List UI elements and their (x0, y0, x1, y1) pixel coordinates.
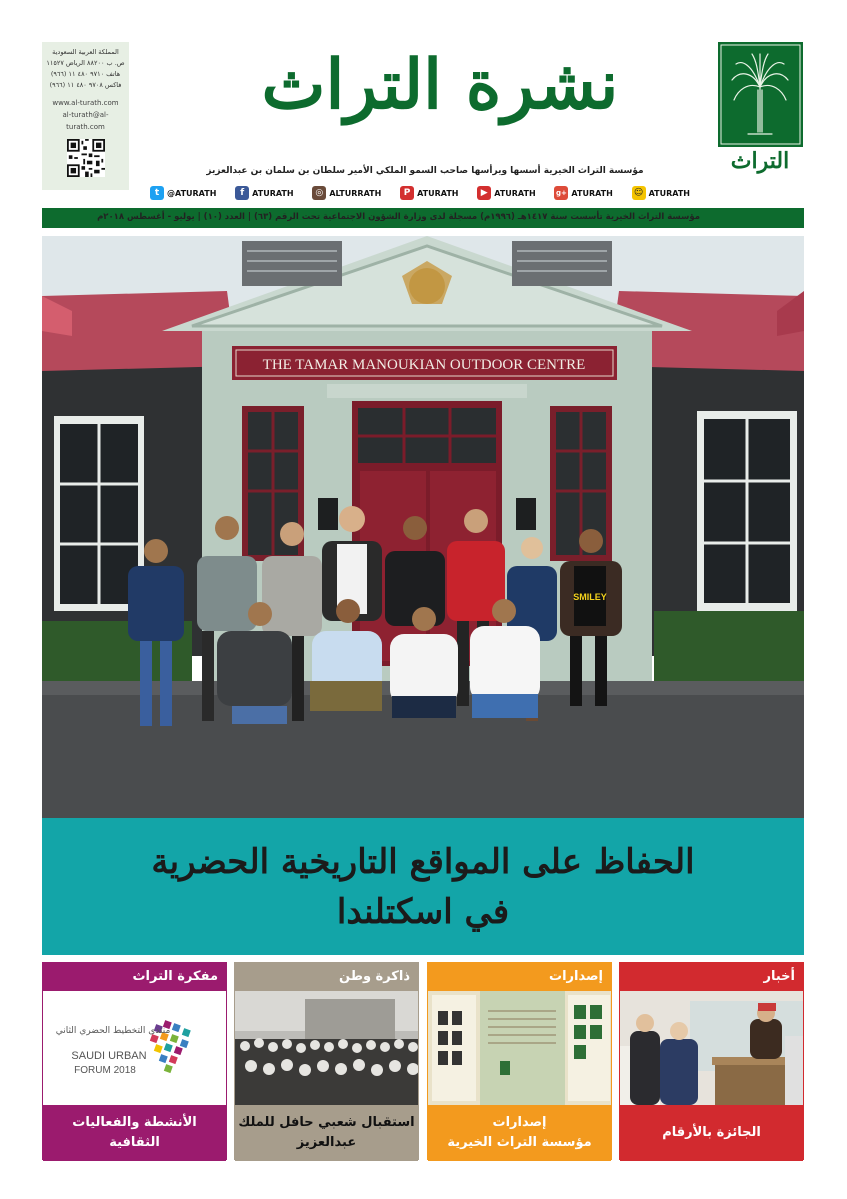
masthead-subtitle: مؤسسة التراث الخيرية أسسها ويرأسها صاحب السمو الملكي الأمير سلطان بن سلمان بن عبدالعزيز (206, 166, 644, 176)
pinterest-icon: P (400, 186, 414, 200)
youtube-icon: ▶ (477, 186, 491, 200)
card-caption (43, 1105, 226, 1161)
social-link-snapchat[interactable] (632, 186, 690, 200)
palm-tree-icon (718, 42, 803, 147)
social-link-facebook[interactable] (235, 186, 293, 200)
contact-line: ص. ب ٨٨٢٠٠ الرياض ١١٥٢٧ (46, 59, 125, 67)
contact-line: المملكة العربية السعودية (52, 48, 119, 56)
social-link-googleplus[interactable] (554, 186, 612, 200)
card-caption-line: الجائزة بالأرقام (662, 1125, 761, 1140)
card-category: إصدارات (428, 963, 611, 991)
palm-logo (718, 42, 803, 147)
forum-logo-arabic: منتدى التخطيط الحضري الثاني (55, 1026, 171, 1036)
social-handle: @ATURATH (167, 188, 217, 198)
website-link[interactable]: www.al-turath.com (52, 99, 119, 107)
forum-logo-line1: SAUDI URBAN (71, 1050, 147, 1062)
contact-line: فاكس ٩٧٠٨ ٤٨٠ ١١ (٩٦٦) (49, 81, 122, 89)
qr-code-icon (67, 139, 105, 177)
twitter-icon: t (150, 186, 164, 200)
building-sign: THE TAMAR MANOUKIAN OUTDOOR CENTRE (262, 357, 586, 373)
card-image-news (620, 991, 803, 1105)
social-handle: ATURATH (571, 188, 613, 198)
card-caption-line: إصدارات (492, 1115, 547, 1130)
issue-info-line: مؤسسة التراث الخيرية تأسست سنة ١٤١٧هـ (١٩٩٦م) مسجلة لدى وزارة الشؤون الاجتماعية تحت الرقم (٦٣) | العدد (١٠) | يوليو - أغسطس ٢٠١٨م (97, 212, 700, 222)
card-image-publications (428, 991, 611, 1105)
card-caption-line: الأنشطة والفعاليات (72, 1115, 197, 1130)
card-caption (620, 1105, 803, 1161)
card-category: مفكرة التراث (43, 963, 226, 991)
card-category: ذاكرة وطن (235, 963, 418, 991)
social-link-youtube[interactable] (477, 186, 535, 200)
card-image-urban-forum (43, 991, 226, 1105)
card-caption (235, 1105, 418, 1161)
snapchat-icon: ☺ (632, 186, 646, 200)
card-caption-line: الثقافية (109, 1135, 160, 1150)
card-image-national-memory (235, 991, 418, 1105)
instagram-icon: ◎ (312, 186, 326, 200)
card-category: أخبار (620, 963, 803, 991)
urban-forum-logo (43, 991, 226, 1105)
logo-wordmark: التراث (730, 148, 790, 174)
social-links (150, 184, 690, 202)
headline-line-2: في اسكتلندا (336, 891, 510, 932)
card-caption (428, 1105, 611, 1161)
masthead-title: نشرة التراث (261, 45, 619, 125)
social-handle: ATURATH (648, 188, 690, 198)
facebook-icon: f (235, 186, 249, 200)
contact-line: هاتف ٩٧١٠ ٤٨٠ ١١ (٩٦٦) (50, 70, 121, 78)
cover-photo (42, 236, 804, 818)
card-heritage-agenda[interactable] (42, 962, 227, 1160)
card-national-memory[interactable] (234, 962, 419, 1160)
card-publications[interactable] (427, 962, 612, 1160)
card-caption-line: عبدالعزيز (296, 1135, 357, 1150)
headline-line-1: الحفاظ على المواقع التاريخية الحضرية (151, 841, 695, 882)
card-news[interactable] (619, 962, 804, 1160)
googleplus-icon: g+ (554, 186, 568, 200)
social-link-twitter[interactable] (150, 186, 216, 200)
card-caption-line: مؤسسة التراث الخيرية (447, 1135, 592, 1150)
social-handle: ATURATH (417, 188, 459, 198)
forum-logo-line2: FORUM 2018 (74, 1065, 136, 1076)
email-link[interactable]: al-turath@al-turath.com (62, 111, 109, 131)
contact-box (42, 42, 129, 190)
shirt-text: SMILEY (573, 592, 607, 602)
social-link-instagram[interactable] (312, 186, 381, 200)
card-caption-line: استقبال شعبي حافل للملك (238, 1115, 415, 1130)
social-handle: ALTURRATH (329, 188, 382, 198)
cover-headline (42, 818, 804, 955)
social-handle: ATURATH (494, 188, 536, 198)
social-handle: ATURATH (252, 188, 294, 198)
cover-photo-illustration (42, 236, 804, 818)
social-link-pinterest[interactable] (400, 186, 458, 200)
